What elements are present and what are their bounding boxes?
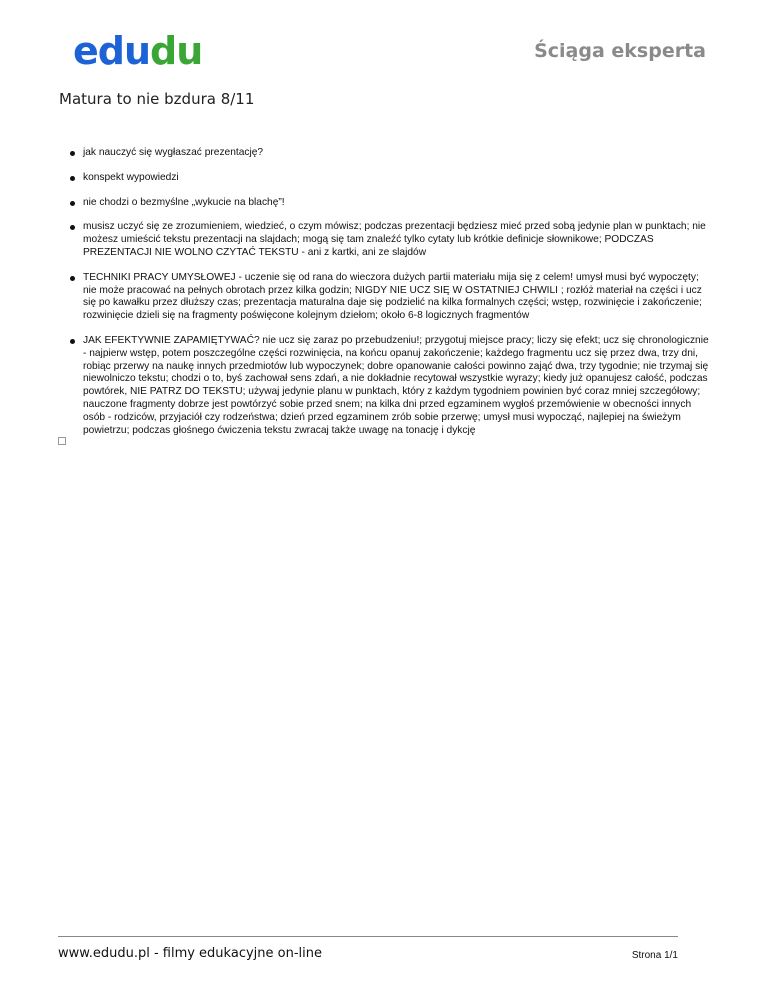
empty-placeholder-box [58, 437, 66, 445]
footer-site-link[interactable]: www.edudu.pl - filmy edukacyjne on-line [58, 946, 322, 961]
bullet-item: nie chodzi o bezmyślne „wykucie na blachę”! [69, 197, 709, 210]
bullet-list [69, 147, 709, 449]
bullet-item: jak nauczyć się wygłaszać prezentację? [69, 147, 709, 160]
bullet-item: TECHNIKI PRACY UMYSŁOWEJ - uczenie się od rana do wieczora dużych partii materiału mija się z celem! umysł musi być wypoczęty; nie może pracować na pełnych obrotach przez kilka godzin; NIGDY NIE UCZ SIĘ W OSTATNIEJ CHWILI ; rozłóż materiał na części i ucz się po kawałku przez dłuższy czas; prezentacja maturalna daje się podzielić na kilka formalnych części; wstęp, rozwinięcie i zakończenie; rozwinięcie dzieli się na fragmenty poświęcone kolejnym dziełom; około 6-8 logicznych fragmentów [69, 272, 709, 323]
logo-part-edu: edu [73, 29, 151, 73]
page-number: Strona 1/1 [631, 950, 678, 961]
bullet-item: konspekt wypowiedzi [69, 172, 709, 185]
logo-part-du: du [150, 29, 203, 73]
header-tagline: Ściąga eksperta [534, 40, 706, 62]
edudu-logo [73, 29, 203, 73]
bullet-item: JAK EFEKTYWNIE ZAPAMIĘTYWAĆ? nie ucz się zaraz po przebudzeniu!; przygotuj miejsce pracy; liczy się efekt; ucz się chronologicznie - najpierw wstęp, potem poszczególne części rozwinięcia, na końcu opanuj zakończenie; każdego fragmentu ucz się przez dwa, trzy dni, robiąc przerwy na naukę innych przedmiotów lub wypoczynek; dobre opanowanie całości powinno zająć dwa, trzy tygodnie; nie trzymaj się niewolniczo tekstu; chodzi o to, byś zachował sens zdań, a nie dokładnie recytował wszystkie wyrazy; kiedy już opanujesz całość, podczas powtórek, NIE PATRZ DO TEKSTU; używaj jedynie planu w punktach, który z każdym tygodniem powinien być coraz mniej szczegółowy; nauczone fragmenty dobrze jest powtórzyć sobie przed snem; na kilka dni przed egzaminem wygłoś przemówienie w obecności innych osób - rodziców, przyjaciół czy rodzeństwa; dzień przed egzaminem zrób sobie przerwę; umysł musi wypocząć, najlepiej na świeżym powietrzu; podczas głośnego ćwiczenia tekstu zwracaj także uwagę na tonację i dykcję [69, 335, 709, 437]
document-title: Matura to nie bzdura 8/11 [59, 90, 255, 108]
footer-divider [58, 936, 678, 937]
bullet-item: musisz uczyć się ze zrozumieniem, wiedzieć, o czym mówisz; podczas prezentacji będziesz mieć przed sobą jedynie plan w punktach; nie możesz umieścić tekstu prezentacji na slajdach; mogą się tam znaleźć tylko cytaty lub krótkie definicje słownikowe; PODCZAS PREZENTACJI NIE WOLNO CZYTAĆ TEKSTU - ani z kartki, ani ze slajdów [69, 221, 709, 259]
